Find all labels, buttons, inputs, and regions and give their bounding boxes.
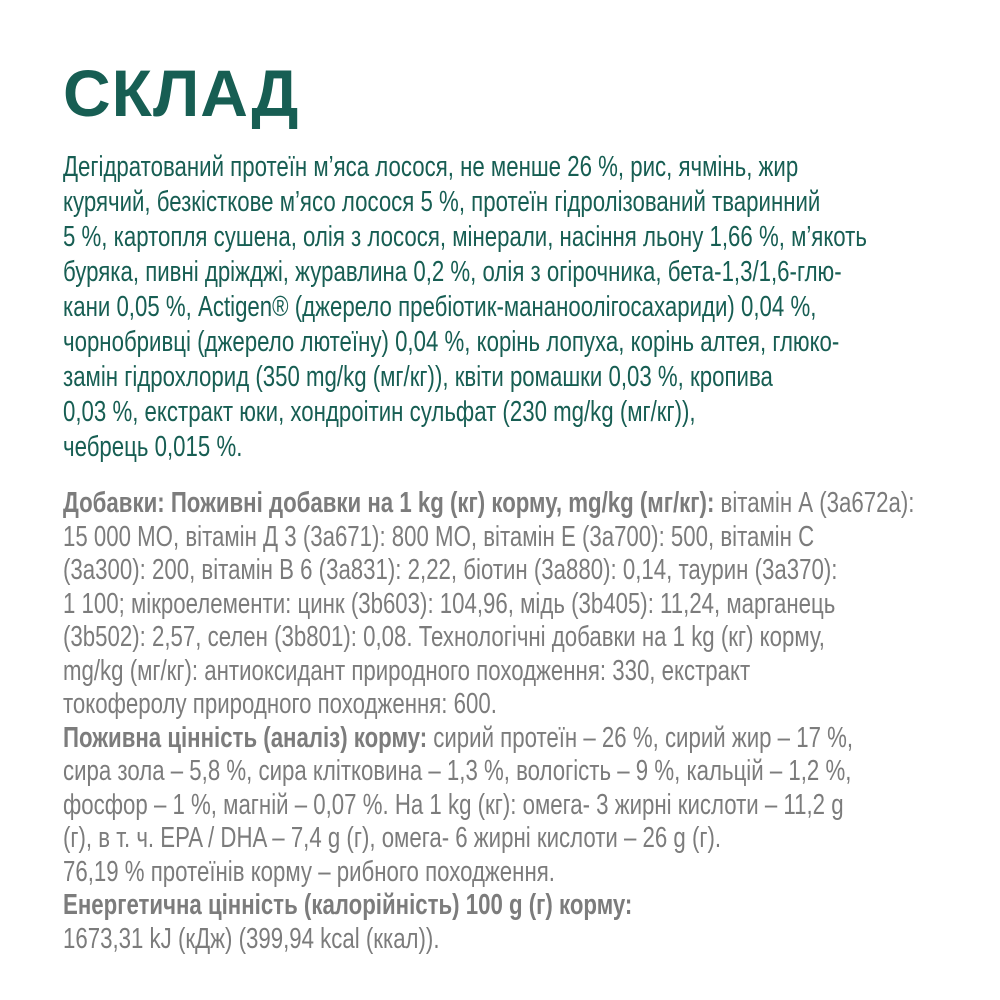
text-line: кани 0,05 %, Actigen® (джерело пребіотик-мананоолігосахариди) 0,04 %, <box>63 291 817 323</box>
additives-nutrition-text <box>63 487 915 956</box>
page-title: СКЛАД <box>63 56 300 130</box>
bold-lead-text: Енергетична цінність (калорійність) 100 g (г) корму: <box>63 889 633 921</box>
text-line: 5 %, картопля сушена, олія з лосося, мінерали, насіння льону 1,66 %, м’якоть <box>63 221 867 253</box>
text-line: чорнобривці (джерело лютеїну) 0,04 %, корінь лопуха, корінь алтея, глюко- <box>63 326 840 358</box>
bold-lead-text: Поживна цінність (аналіз) корму: <box>63 721 428 754</box>
text-line: mg/kg (мг/кг): антиоксидант природного походження: 330, екстракт <box>63 654 751 687</box>
text-line: (3b502): 2,57, селен (3b801): 0,08. Технологічні добавки на 1 kg (кг) корму, <box>63 621 825 653</box>
text-line: сирий протеїн – 26 %, сирий жир – 17 %, <box>427 721 854 754</box>
text-line: курячий, безкісткове м’ясо лосося 5 %, протеїн гідролізований тваринний <box>63 186 821 218</box>
text-line: 0,03 %, екстракт юки, хондроітин сульфат (230 mg/kg (мг/кг)), <box>63 396 696 428</box>
text-line: (3a300): 200, вітамін В 6 (3a831): 2,22, біотин (3a880): 0,14, таурин (3a370): <box>63 554 838 586</box>
bold-lead-text: Добавки: Поживні добавки на 1 kg (кг) корму, mg/kg (мг/кг): <box>63 487 715 519</box>
text-line: вітамін А (3a672a): <box>714 487 915 519</box>
text-line: сира зола – 5,8 %, сира клітковина – 1,3 %, вологість – 9 %, кальцій – 1,2 %, <box>63 755 852 787</box>
text-line: 76,19 % протеїнів корму – рибного походження. <box>63 855 555 888</box>
text-line: (г), в т. ч. EPA / DHA – 7,4 g (г), омега- 6 жирні кислоти – 26 g (г). <box>63 822 722 854</box>
text-line: 15 000 МО, вітамін Д 3 (3a671): 800 МО, вітамін Е (3a700): 500, вітамін С <box>63 520 815 553</box>
text-line: замін гідрохлорид (350 mg/kg (мг/кг)), квіти ромашки 0,03 %, кропива <box>63 361 773 393</box>
text-line: 1 100; мікроелементи: цинк (3b603): 104,96, мідь (3b405): 11,24, марганець <box>63 587 836 620</box>
text-line: токоферолу природного походження: 600. <box>63 688 497 720</box>
text-line: Дегідратований протеїн м’яса лосося, не менше 26 %, рис, ячмінь, жир <box>63 151 799 183</box>
text-line: 1673,31 kJ (кДж) (399,94 kcal (ккал)). <box>63 922 440 955</box>
text-line: буряка, пивні дріжджі, журавлина 0,2 %, олія з огірочника, бета-1,3/1,6-глю- <box>63 256 842 288</box>
text-line: чебрець 0,015 %. <box>63 431 243 463</box>
composition-text <box>63 150 867 465</box>
text-line: фосфор – 1 %, магній – 0,07 %. На 1 kg (кг): омега- 3 жирні кислоти – 11,2 g <box>63 788 844 821</box>
